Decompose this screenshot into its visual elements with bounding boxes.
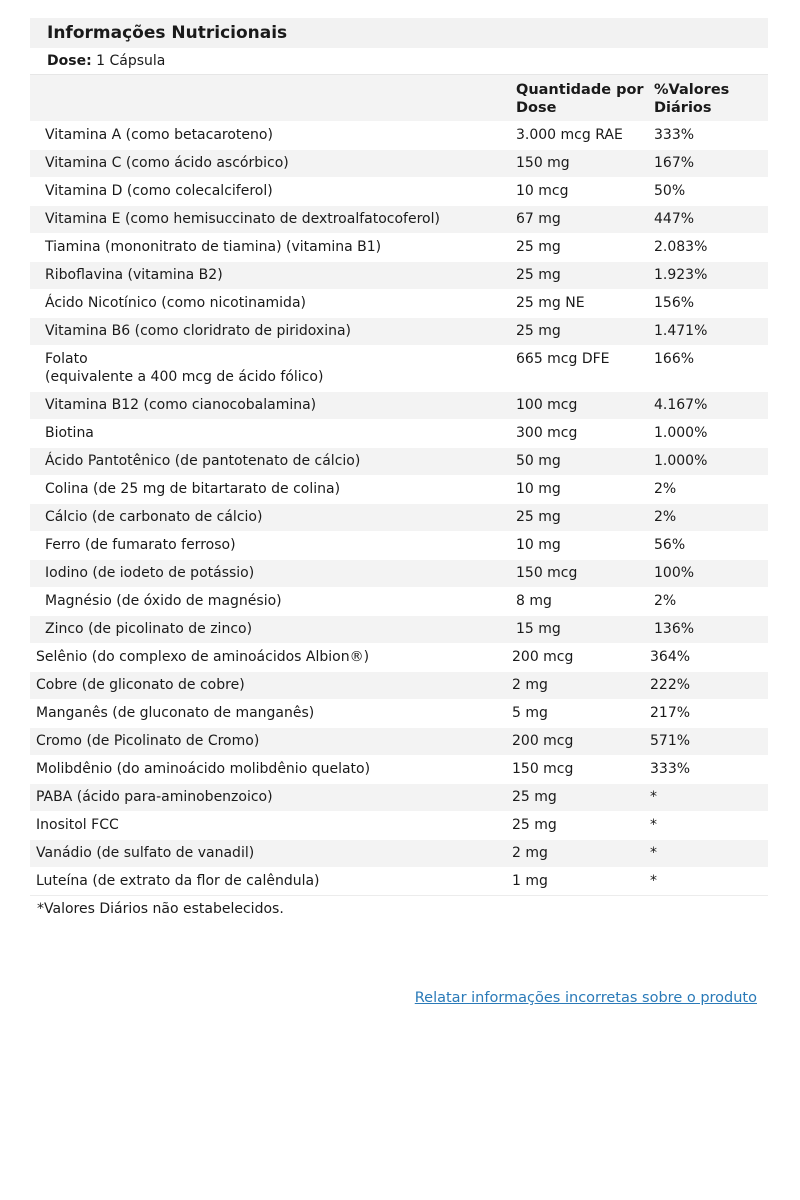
nutrient-amount: 25 mg — [510, 504, 648, 532]
table-row — [30, 234, 768, 262]
table-row — [30, 672, 768, 700]
nutrient-amount: 25 mg NE — [510, 290, 648, 318]
nutrient-amount: 150 mg — [510, 150, 648, 178]
nutrient-amount: 10 mg — [510, 476, 648, 504]
nutrient-daily-value: 2% — [648, 504, 768, 532]
nutrient-amount: 67 mg — [510, 206, 648, 234]
table-row — [30, 700, 768, 728]
nutrient-name: Vitamina B6 (como cloridrato de piridoxina) — [30, 318, 510, 346]
nutrition-facts-panel — [30, 18, 768, 920]
nutrient-daily-value: 1.923% — [648, 262, 768, 290]
table-row — [30, 532, 768, 560]
nutrient-name: Cobre (de gliconato de cobre) — [30, 672, 510, 700]
nutrient-daily-value: 333% — [648, 122, 768, 150]
nutrient-daily-value: * — [648, 812, 768, 840]
nutrient-amount: 5 mg — [510, 700, 648, 728]
nutrient-name: Riboflavina (vitamina B2) — [30, 262, 510, 290]
nutrient-amount: 8 mg — [510, 588, 648, 616]
nutrient-amount: 150 mcg — [510, 756, 648, 784]
report-incorrect-info-link[interactable]: Relatar informações incorretas sobre o produto — [414, 990, 757, 1006]
table-row — [30, 588, 768, 616]
nutrient-amount: 10 mg — [510, 532, 648, 560]
dose-value: 1 Cápsula — [96, 53, 166, 69]
nutrient-amount: 150 mcg — [510, 560, 648, 588]
table-header-row — [30, 75, 768, 122]
table-row — [30, 150, 768, 178]
nutrient-name: Vanádio (de sulfato de vanadil) — [30, 840, 510, 868]
table-row — [30, 420, 768, 448]
table-row — [30, 616, 768, 644]
nutrient-name: Biotina — [30, 420, 510, 448]
nutrient-daily-value: * — [648, 784, 768, 812]
nutrient-name: Vitamina D (como colecalciferol) — [30, 178, 510, 206]
nutrient-name: Manganês (de gluconato de manganês) — [30, 700, 510, 728]
nutrient-name: Tiamina (mononitrato de tiamina) (vitamina B1) — [30, 234, 510, 262]
footnote: *Valores Diários não estabelecidos. — [30, 895, 768, 920]
table-row — [30, 346, 768, 392]
table-row — [30, 756, 768, 784]
table-row — [30, 122, 768, 150]
nutrient-amount: 1 mg — [510, 868, 648, 896]
nutrition-table — [30, 75, 768, 895]
table-row — [30, 812, 768, 840]
nutrient-amount: 25 mg — [510, 318, 648, 346]
nutrient-daily-value: * — [648, 868, 768, 896]
nutrient-amount: 10 mcg — [510, 178, 648, 206]
nutrient-amount: 50 mg — [510, 448, 648, 476]
nutrient-amount: 100 mcg — [510, 392, 648, 420]
nutrient-name: Magnésio (de óxido de magnésio) — [30, 588, 510, 616]
nutrient-amount: 665 mcg DFE — [510, 346, 648, 392]
nutrient-daily-value: 217% — [648, 700, 768, 728]
nutrient-amount: 15 mg — [510, 616, 648, 644]
nutrient-name: PABA (ácido para-aminobenzoico) — [30, 784, 510, 812]
header-name-cell — [30, 75, 510, 122]
table-row — [30, 560, 768, 588]
nutrient-name: Iodino (de iodeto de potássio) — [30, 560, 510, 588]
table-row — [30, 392, 768, 420]
nutrient-amount: 300 mcg — [510, 420, 648, 448]
table-row — [30, 206, 768, 234]
nutrient-daily-value: 136% — [648, 616, 768, 644]
dose-line — [30, 48, 768, 75]
nutrient-daily-value: 364% — [648, 644, 768, 672]
nutrient-name: Luteína (de extrato da flor de calêndula) — [30, 868, 510, 896]
nutrient-name: Cálcio (de carbonato de cálcio) — [30, 504, 510, 532]
panel-title: Informações Nutricionais — [30, 18, 768, 48]
dose-label: Dose: — [47, 53, 92, 69]
nutrient-daily-value: 166% — [648, 346, 768, 392]
table-row — [30, 644, 768, 672]
header-daily-value: %Valores Diários — [648, 75, 768, 122]
nutrient-name: Selênio (do complexo de aminoácidos Albion®) — [30, 644, 510, 672]
nutrient-daily-value: 571% — [648, 728, 768, 756]
nutrient-amount: 200 mcg — [510, 728, 648, 756]
table-row — [30, 728, 768, 756]
nutrient-amount: 25 mg — [510, 812, 648, 840]
nutrient-daily-value: 4.167% — [648, 392, 768, 420]
nutrient-daily-value: 2% — [648, 476, 768, 504]
table-row — [30, 448, 768, 476]
nutrient-name: Vitamina C (como ácido ascórbico) — [30, 150, 510, 178]
table-row — [30, 318, 768, 346]
nutrient-name: Ferro (de fumarato ferroso) — [30, 532, 510, 560]
nutrient-name: Folato (equivalente a 400 mcg de ácido fólico) — [30, 346, 510, 392]
table-row — [30, 262, 768, 290]
nutrient-name: Ácido Nicotínico (como nicotinamida) — [30, 290, 510, 318]
nutrient-name: Vitamina A (como betacaroteno) — [30, 122, 510, 150]
nutrient-amount: 25 mg — [510, 262, 648, 290]
nutrient-amount: 200 mcg — [510, 644, 648, 672]
table-row — [30, 840, 768, 868]
nutrient-name: Colina (de 25 mg de bitartarato de colina) — [30, 476, 510, 504]
nutrient-name: Molibdênio (do aminoácido molibdênio quelato) — [30, 756, 510, 784]
table-row — [30, 178, 768, 206]
nutrient-daily-value: 156% — [648, 290, 768, 318]
nutrient-daily-value: 222% — [648, 672, 768, 700]
nutrient-daily-value: 447% — [648, 206, 768, 234]
nutrient-daily-value: 1.471% — [648, 318, 768, 346]
nutrient-daily-value: 56% — [648, 532, 768, 560]
nutrient-daily-value: * — [648, 840, 768, 868]
nutrient-name: Zinco (de picolinato de zinco) — [30, 616, 510, 644]
table-row — [30, 290, 768, 318]
header-amount: Quantidade por Dose — [510, 75, 648, 122]
nutrient-amount: 25 mg — [510, 234, 648, 262]
nutrient-amount: 3.000 mcg RAE — [510, 122, 648, 150]
nutrient-name: Vitamina B12 (como cianocobalamina) — [30, 392, 510, 420]
nutrient-name: Ácido Pantotênico (de pantotenato de cálcio) — [30, 448, 510, 476]
nutrient-daily-value: 1.000% — [648, 448, 768, 476]
nutrient-amount: 2 mg — [510, 672, 648, 700]
nutrient-name: Cromo (de Picolinato de Cromo) — [30, 728, 510, 756]
nutrient-amount: 25 mg — [510, 784, 648, 812]
nutrient-name: Vitamina E (como hemisuccinato de dextroalfatocoferol) — [30, 206, 510, 234]
nutrient-daily-value: 2.083% — [648, 234, 768, 262]
nutrient-daily-value: 50% — [648, 178, 768, 206]
table-row — [30, 784, 768, 812]
table-row — [30, 868, 768, 896]
nutrient-name: Inositol FCC — [30, 812, 510, 840]
table-row — [30, 476, 768, 504]
nutrient-amount: 2 mg — [510, 840, 648, 868]
nutrient-daily-value: 167% — [648, 150, 768, 178]
nutrient-daily-value: 2% — [648, 588, 768, 616]
nutrient-daily-value: 1.000% — [648, 420, 768, 448]
table-row — [30, 504, 768, 532]
nutrient-daily-value: 100% — [648, 560, 768, 588]
nutrient-daily-value: 333% — [648, 756, 768, 784]
